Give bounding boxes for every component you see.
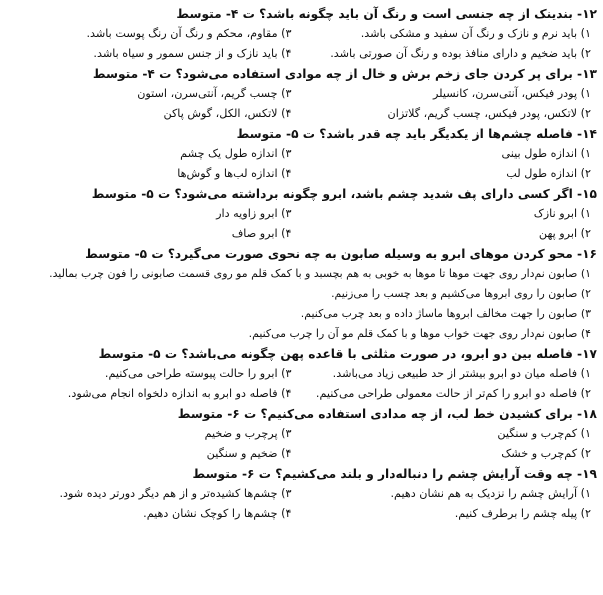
option-4: ۴) اندازه لب‌ها و گوش‌ها xyxy=(177,167,292,180)
options-grid xyxy=(6,424,597,464)
question-13 xyxy=(6,64,597,124)
options-grid xyxy=(6,144,597,184)
option-1: ۱) کم‌چرب و سنگین xyxy=(497,427,591,440)
options-list xyxy=(6,264,597,344)
options-grid xyxy=(6,24,597,64)
option-4: ۴) ضخیم و سنگین xyxy=(206,447,292,460)
option-3: ۳) مقاوم، محکم و رنگ آن رنگ پوست باشد. xyxy=(86,27,292,40)
option-4: ۴) فاصله دو ابرو به اندازه دلخواه انجام می‌شود. xyxy=(67,387,292,400)
option-3: ۳) چسب گریم، آنتی‌سرن، استون xyxy=(137,87,292,100)
option-4: ۴) صابون نم‌دار روی جهت خواب موها و با کمک قلم مو آن را چرب می‌کنیم. xyxy=(248,327,591,340)
question-title: ۱۹- چه وقت آرایش چشم را دنباله‌دار و بلند می‌کشیم؟ ت ۶- متوسط xyxy=(192,467,597,481)
question-title: ۱۶- محو کردن موهای ابرو به وسیله صابون به چه نحوی صورت می‌گیرد؟ ت ۵- متوسط xyxy=(85,247,597,261)
option-1: ۱) باید نرم و نازک و رنگ آن سفید و مشکی باشد. xyxy=(360,27,591,40)
option-3: ۳) چشم‌ها کشیده‌تر و از هم دیگر دورتر دیده شود. xyxy=(59,487,292,500)
options-grid xyxy=(6,364,597,404)
option-2: ۲) کم‌چرب و خشک xyxy=(501,447,591,460)
option-1: ۱) پودر فیکس، آنتی‌سرن، کانسیلر xyxy=(432,87,591,100)
options-grid xyxy=(6,484,597,524)
options-grid xyxy=(6,84,597,124)
option-2: ۲) پیله چشم را برطرف کنیم. xyxy=(454,507,591,520)
question-19 xyxy=(6,464,597,524)
option-2: ۲) فاصله دو ابرو را کم‌تر از حالت معمولی طراحی می‌کنیم. xyxy=(315,387,591,400)
option-1: ۱) ابرو نازک xyxy=(533,207,591,220)
option-3: ۳) صابون را جهت مخالف ابروها ماساژ داده و بعد چرب می‌کنیم. xyxy=(300,307,591,320)
option-2: ۲) اندازه طول لب xyxy=(506,167,591,180)
option-4: ۴) ابرو صاف xyxy=(231,227,292,240)
question-title: ۱۴- فاصله چشم‌ها از یکدیگر باید چه قدر باشد؟ ت ۵- متوسط xyxy=(236,127,597,141)
question-title: ۱۸- برای کشیدن خط لب، از چه مدادی استفاده می‌کنیم؟ ت ۶- متوسط xyxy=(177,407,597,421)
question-17 xyxy=(6,344,597,404)
option-4: ۴) چشم‌ها را کوچک نشان دهیم. xyxy=(143,507,292,520)
option-3: ۳) ابرو را حالت پیوسته طراحی می‌کنیم. xyxy=(104,367,292,380)
option-3: ۳) اندازه طول یک چشم xyxy=(180,147,292,160)
option-3: ۳) ابرو زاویه دار xyxy=(216,207,292,220)
option-1: ۱) آرایش چشم را نزدیک به هم نشان دهیم. xyxy=(390,487,591,500)
question-title: ۱۵- اگر کسی دارای پف شدید چشم باشد، ابرو چگونه برداشته می‌شود؟ ت ۵- متوسط xyxy=(91,187,597,201)
question-title: ۱۲- بندینک از چه جنسی است و رنگ آن باید چگونه باشد؟ ت ۴- متوسط xyxy=(176,7,597,21)
question-18 xyxy=(6,404,597,464)
option-3: ۳) پرچرب و ضخیم xyxy=(204,427,292,440)
question-12 xyxy=(6,4,597,64)
question-title: ۱۷- فاصله بین دو ابرو، در صورت مثلثی با قاعده پهن چگونه می‌باشد؟ ت ۵- متوسط xyxy=(98,347,597,361)
question-title: ۱۳- برای پر کردن جای زخم برش و خال از چه موادی استفاده می‌شود؟ ت ۴- متوسط xyxy=(92,67,597,81)
options-grid xyxy=(6,204,597,244)
option-2: ۲) باید ضخیم و دارای منافذ بوده و رنگ آن صورتی باشد. xyxy=(330,47,591,60)
question-15 xyxy=(6,184,597,244)
option-4: ۴) باید نازک و از جنس سمور و سیاه باشد. xyxy=(93,47,292,60)
option-1: ۱) صابون نم‌دار روی جهت موها تا موها به خوبی به هم بچسبد و با کمک قلم مو روی قسمت صابونی را فون چرب بمالید. xyxy=(49,267,591,280)
option-1: ۱) فاصله میان دو ابرو بیشتر از حد طبیعی زیاد می‌باشد. xyxy=(332,367,591,380)
option-4: ۴) لاتکس، الکل، گوش پاکن xyxy=(163,107,292,120)
question-14 xyxy=(6,124,597,184)
option-2: ۲) صابون را روی ابروها می‌کشیم و بعد چسب را می‌زنیم. xyxy=(331,287,591,300)
option-2: ۲) لاتکس، پودر فیکس، چسب گریم، گلاتزان xyxy=(387,107,591,120)
question-16 xyxy=(6,244,597,344)
option-2: ۲) ابرو پهن xyxy=(538,227,591,240)
option-1: ۱) اندازه طول بینی xyxy=(501,147,591,160)
